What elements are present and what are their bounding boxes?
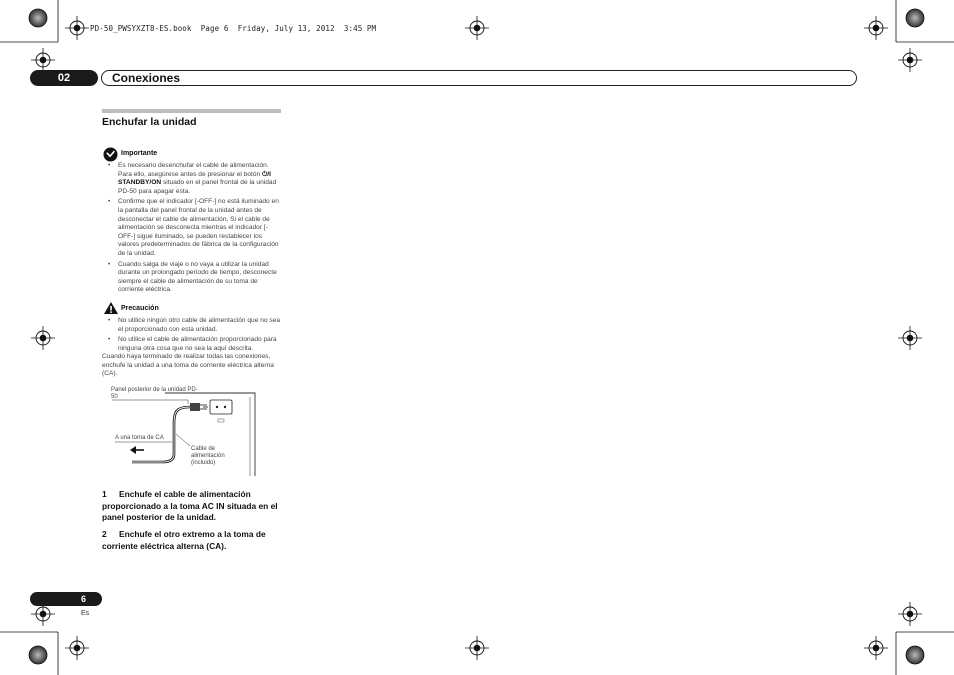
caution-heading: Precaución <box>121 305 159 312</box>
caution-list <box>108 317 282 355</box>
important-icon <box>103 147 118 162</box>
list-item <box>108 261 282 295</box>
list-item-text: Es necesario desenchufar el cable de alimentación. Para ello, asegúrese antes de presionar el botón <box>118 162 269 178</box>
section-title: Enchufar la unidad <box>102 116 197 128</box>
outlet-label: A una toma de CA <box>115 435 164 441</box>
warning-triangle-icon <box>103 301 119 315</box>
list-item <box>108 317 282 334</box>
chapter-title-bar <box>101 70 857 86</box>
intro-paragraph: Cuando haya terminado de realizar todas las conexiones, enchufe la unidad a una toma de corriente eléctrica alterna (CA). <box>102 353 274 378</box>
cable-label: Cable de alimentación (incluido) <box>191 446 225 466</box>
list-item <box>108 336 282 353</box>
important-heading: Importante <box>121 150 158 157</box>
list-item-text: No utilice ningún otro cable de alimentación que no sea el proporcionado con esta unidad. <box>118 317 281 333</box>
list-item <box>108 162 282 196</box>
chapter-number-badge: 02 <box>30 70 98 86</box>
step-1 <box>102 489 284 524</box>
step-number: 2 <box>102 529 107 539</box>
rear-panel-label: Panel posterior de la unidad PD-50 <box>111 387 198 400</box>
chapter-title: Conexiones <box>112 71 181 85</box>
print-info: PD-50_PWSYXZT8-ES.book Page 6 Friday, July 13, 2012 3:45 PM <box>90 24 377 33</box>
standby-button-label: ⏻/I STANDBY/ON <box>118 170 271 187</box>
step-number: 1 <box>102 489 107 499</box>
step-text: Enchufe el cable de alimentación proporcionado a la toma AC IN situada en el panel posterior de la unidad. <box>102 489 278 522</box>
list-item-text: No utilice el cable de alimentación proporcionado para ninguna otra cosa que no sea la aquí descrita. <box>118 336 277 352</box>
list-item-text: situado en el panel frontal de la unidad PD-50 para apagar esta. <box>118 179 277 195</box>
ac-in-socket <box>210 400 232 414</box>
list-item-text: Cuando salga de viaje o no vaya a utilizar la unidad durante un prolongado período de tiempo, desconecte siempre el cable de alimentación de su toma de corriente eléctrica. <box>118 260 277 294</box>
list-item-text: Confirme que el indicador [-OFF-] no está iluminado en la pantalla del panel frontal de la unidad antes de desconectar el cable de alimentación. Si el cable de alimentación se desconecta mientras el indicador [-OFF-] sigue iluminado, se pueden restablecer los valores predeterminados de fábrica de la configuración de la unidad. <box>118 198 279 257</box>
step-text: Enchufe el otro extremo a la toma de corriente eléctrica alterna (CA). <box>102 529 266 551</box>
page-number-badge: 6 <box>30 592 102 606</box>
connection-diagram <box>110 388 270 480</box>
important-list <box>108 162 282 297</box>
step-2 <box>102 529 284 552</box>
power-plug <box>190 403 200 411</box>
section-rule <box>102 109 281 113</box>
language-code: Es <box>81 610 90 617</box>
list-item <box>108 198 282 258</box>
